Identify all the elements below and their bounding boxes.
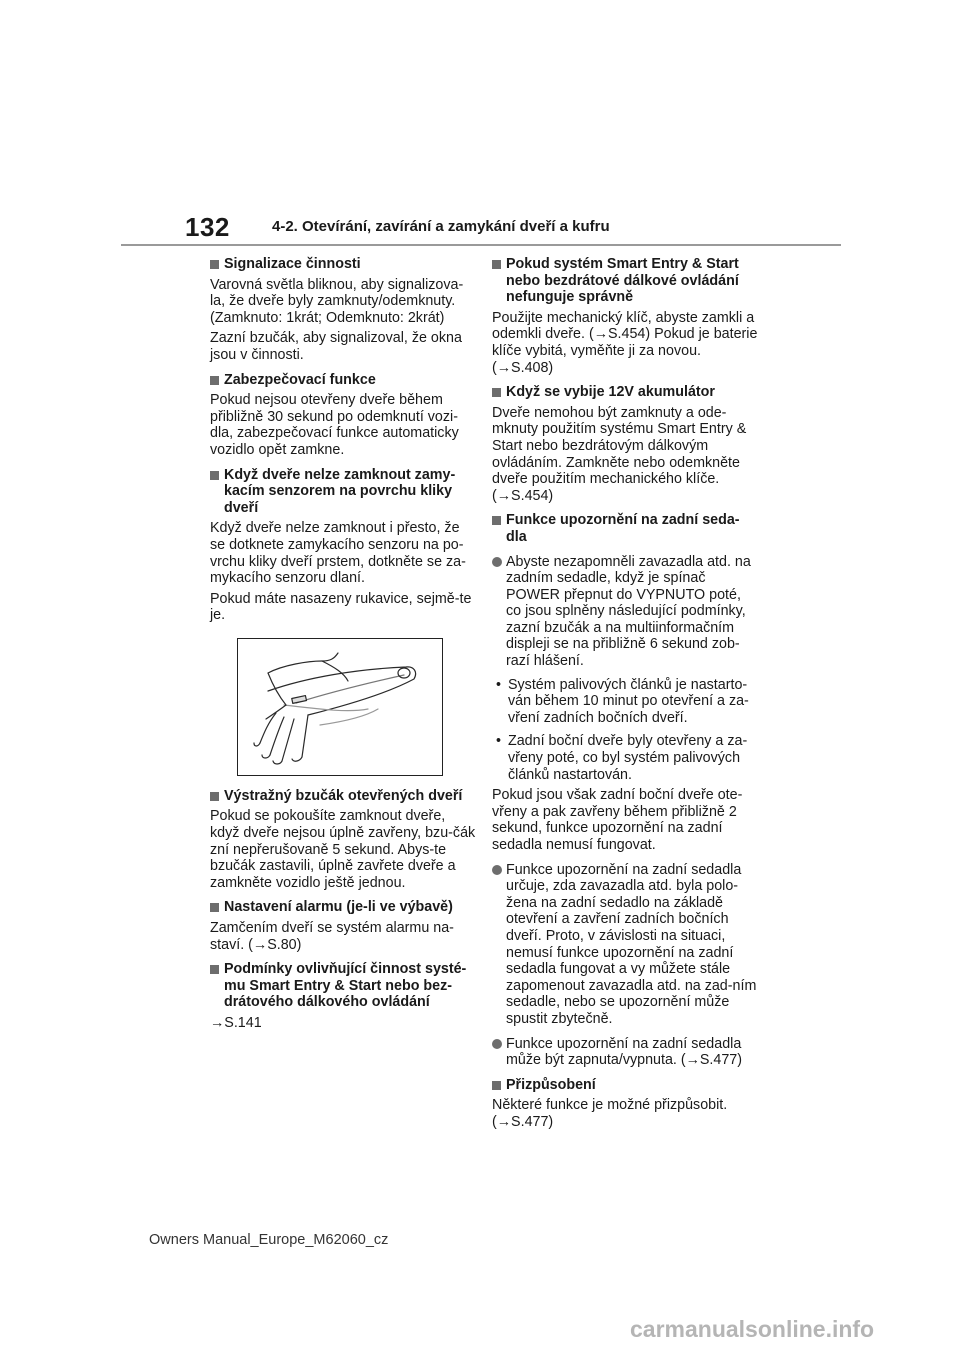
list-item: Abyste nezapomněli zavazadla atd. na zadním sedadle, když je spínač POWER přepnut do VYPNUTO poté, co jsou splněny následující podmínky, zazní bzučák a na multiinformačním displeji se na přibližně 6 sekund zob-razí hlášení. (492, 554, 758, 670)
list-item: • Systém palivových článků je nastarto-ván během 10 minut po otevření a za-vření zadních bočních dveří. (496, 676, 749, 726)
square-bullet-icon (492, 1081, 501, 1090)
circle-bullet-icon (492, 1039, 502, 1049)
page-number: 132 (185, 212, 230, 242)
list-item: Funkce upozornění na zadní sedadla může být zapnuta/vypnuta. (→S.477) (492, 1036, 758, 1069)
paragraph: Varovná světla bliknou, aby signalizova-la, že dveře byly zamknuty/odemknuty. (Zamknuto: 1krát; Odemknuto: 2krát) (210, 276, 464, 326)
square-bullet-icon (210, 471, 219, 480)
paragraph: Použijte mechanický klíč, abyste zamkli a odemkli dveře. (→S.454) Pokud je baterie klíče vybitá, vyměňte ji za novou. (→S.408) (492, 309, 758, 376)
square-bullet-icon (492, 516, 501, 525)
section-heading: Pokud systém Smart Entry & Start nebo bezdrátové dálkové ovládání nefunguje správně (492, 256, 758, 306)
paragraph: Pokud máte nasazeny rukavice, sejmě-te je. (210, 590, 472, 624)
section-heading: Když dveře nelze zamknout zamy-kacím senzorem na povrchu kliky dveří (210, 467, 476, 517)
square-bullet-icon (492, 388, 501, 397)
section-heading: Přizpůsobení (492, 1077, 758, 1094)
right-column (492, 256, 758, 1131)
paragraph: Pokud jsou však zadní boční dveře ote-vřeny a pak zavřeny během přibližně 2 sekund, funkce upozornění na zadní sedadla nemusí fungovat. (492, 787, 743, 853)
section-title: 4-2. Otevírání, zavírání a zamykání dveří a kufru (272, 218, 610, 235)
section-heading: Zabezpečovací funkce (210, 372, 476, 389)
left-column (210, 256, 476, 1032)
section-heading: Funkce upozornění na zadní seda-dla (492, 512, 758, 545)
square-bullet-icon (210, 260, 219, 269)
circle-bullet-icon (492, 865, 502, 875)
square-bullet-icon (492, 260, 501, 269)
section-heading: Nastavení alarmu (je-li ve výbavě) (210, 899, 476, 916)
square-bullet-icon (210, 376, 219, 385)
door-handle-illustration (237, 638, 443, 776)
list-item: Funkce upozornění na zadní sedadla určuje, zda zavazadla atd. byla polo-žena na zadní sedadlo na základě otevření a zavření zadních bočních dveří. Proto, v závislosti na situaci, nemusí funkce upozornění na zadní sedadla fungovat a vy můžete stále zapomenout zavazadla atd. na zad-ním sedadle, nebo se upozornění může spustit zbytečně. (492, 862, 758, 1028)
section-heading: Podmínky ovlivňující činnost systé-mu Smart Entry & Start nebo bez-drátového dálkového ovládání (210, 961, 476, 1011)
paragraph: Když dveře nelze zamknout i přesto, že se dotknete zamykacího senzoru na po-vrchu kliky dveří prstem, dotkněte se za-mykacího senzoru dlaní. (210, 520, 466, 587)
list-item: • Zadní boční dveře byly otevřeny a za-vřeny poté, co byl systém palivových článků nastartován. (496, 733, 748, 783)
section-heading: Když se vybije 12V akumulátor (492, 384, 758, 401)
paragraph: Pokud nejsou otevřeny dveře během přibližně 30 sekund po odemknutí vozi-dla, zabezpečovací funkce automaticky vozidlo opět zamkne. (210, 392, 459, 458)
page-reference: →S.141 (210, 1015, 262, 1031)
square-bullet-icon (210, 792, 219, 801)
paragraph: Zamčením dveří se systém alarmu na-staví. (→S.80) (210, 920, 454, 953)
circle-bullet-icon (492, 557, 502, 567)
paragraph: Pokud se pokoušíte zamknout dveře, když dveře nejsou úplně zavřeny, bzu-čák zní nepřerušovaně 5 sekund. Abys-te bzučák zastavili, úplně zavřete dveře a zamkněte vozidlo ještě jednou. (210, 808, 476, 891)
square-bullet-icon (210, 965, 219, 974)
paragraph: Zazní bzučák, aby signalizoval, že okna jsou v činnosti. (210, 330, 462, 363)
square-bullet-icon (210, 903, 219, 912)
paragraph: Dveře nemohou být zamknuty a ode-mknuty použitím systému Smart Entry & Start nebo bezdrátovým dálkovým ovládáním. Zamkněte nebo odemkněte dveře použitím mechanického klíče. (→S.454) (492, 404, 747, 504)
paragraph: Některé funkce je možné přizpůsobit. (→S.477) (492, 1097, 728, 1130)
section-heading: Signalizace činnosti (210, 256, 476, 273)
header-rule (121, 244, 841, 246)
watermark: carmanualsonline.info (630, 1316, 875, 1342)
hand-on-door-handle-icon (238, 639, 442, 775)
section-heading: Výstražný bzučák otevřených dveří (210, 788, 476, 805)
footer-text: Owners Manual_Europe_M62060_cz (149, 1232, 389, 1248)
